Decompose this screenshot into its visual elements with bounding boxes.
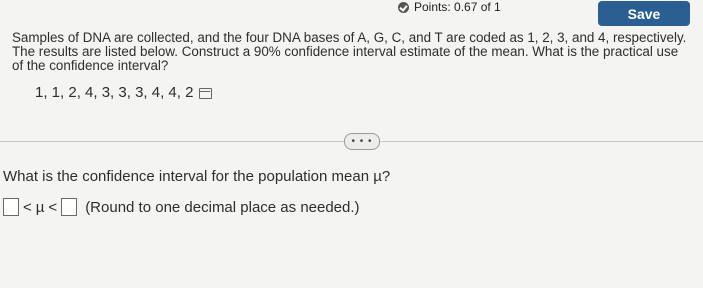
points-indicator bbox=[398, 0, 501, 14]
expand-more-button[interactable]: • • • bbox=[344, 133, 380, 150]
upper-bound-input[interactable] bbox=[61, 198, 77, 216]
less-than-symbol: < bbox=[48, 198, 58, 216]
copy-data-icon[interactable] bbox=[199, 88, 212, 99]
mu-symbol: µ bbox=[35, 198, 45, 216]
sub-question-text: What is the confidence interval for the population mean µ? bbox=[3, 168, 391, 185]
answer-row bbox=[3, 198, 360, 216]
rounding-hint: (Round to one decimal place as needed.) bbox=[85, 198, 360, 216]
question-text: Samples of DNA are collected, and the four DNA bases of A, G, C, and T are coded as 1, 2, 3, and 4, respectively. The results are listed below. Construct a 90% confidence interval estimate of the mean. What is the practical use of the confidence interval? bbox=[12, 30, 687, 73]
data-values: 1, 1, 2, 4, 3, 3, 3, 4, 4, 2 bbox=[35, 84, 194, 101]
data-values-row bbox=[35, 84, 212, 101]
lower-bound-input[interactable] bbox=[3, 198, 19, 216]
less-than-symbol: < bbox=[23, 198, 32, 216]
check-circle-icon bbox=[398, 2, 409, 13]
save-button[interactable]: Save bbox=[598, 1, 690, 26]
points-text: Points: 0.67 of 1 bbox=[414, 0, 501, 14]
